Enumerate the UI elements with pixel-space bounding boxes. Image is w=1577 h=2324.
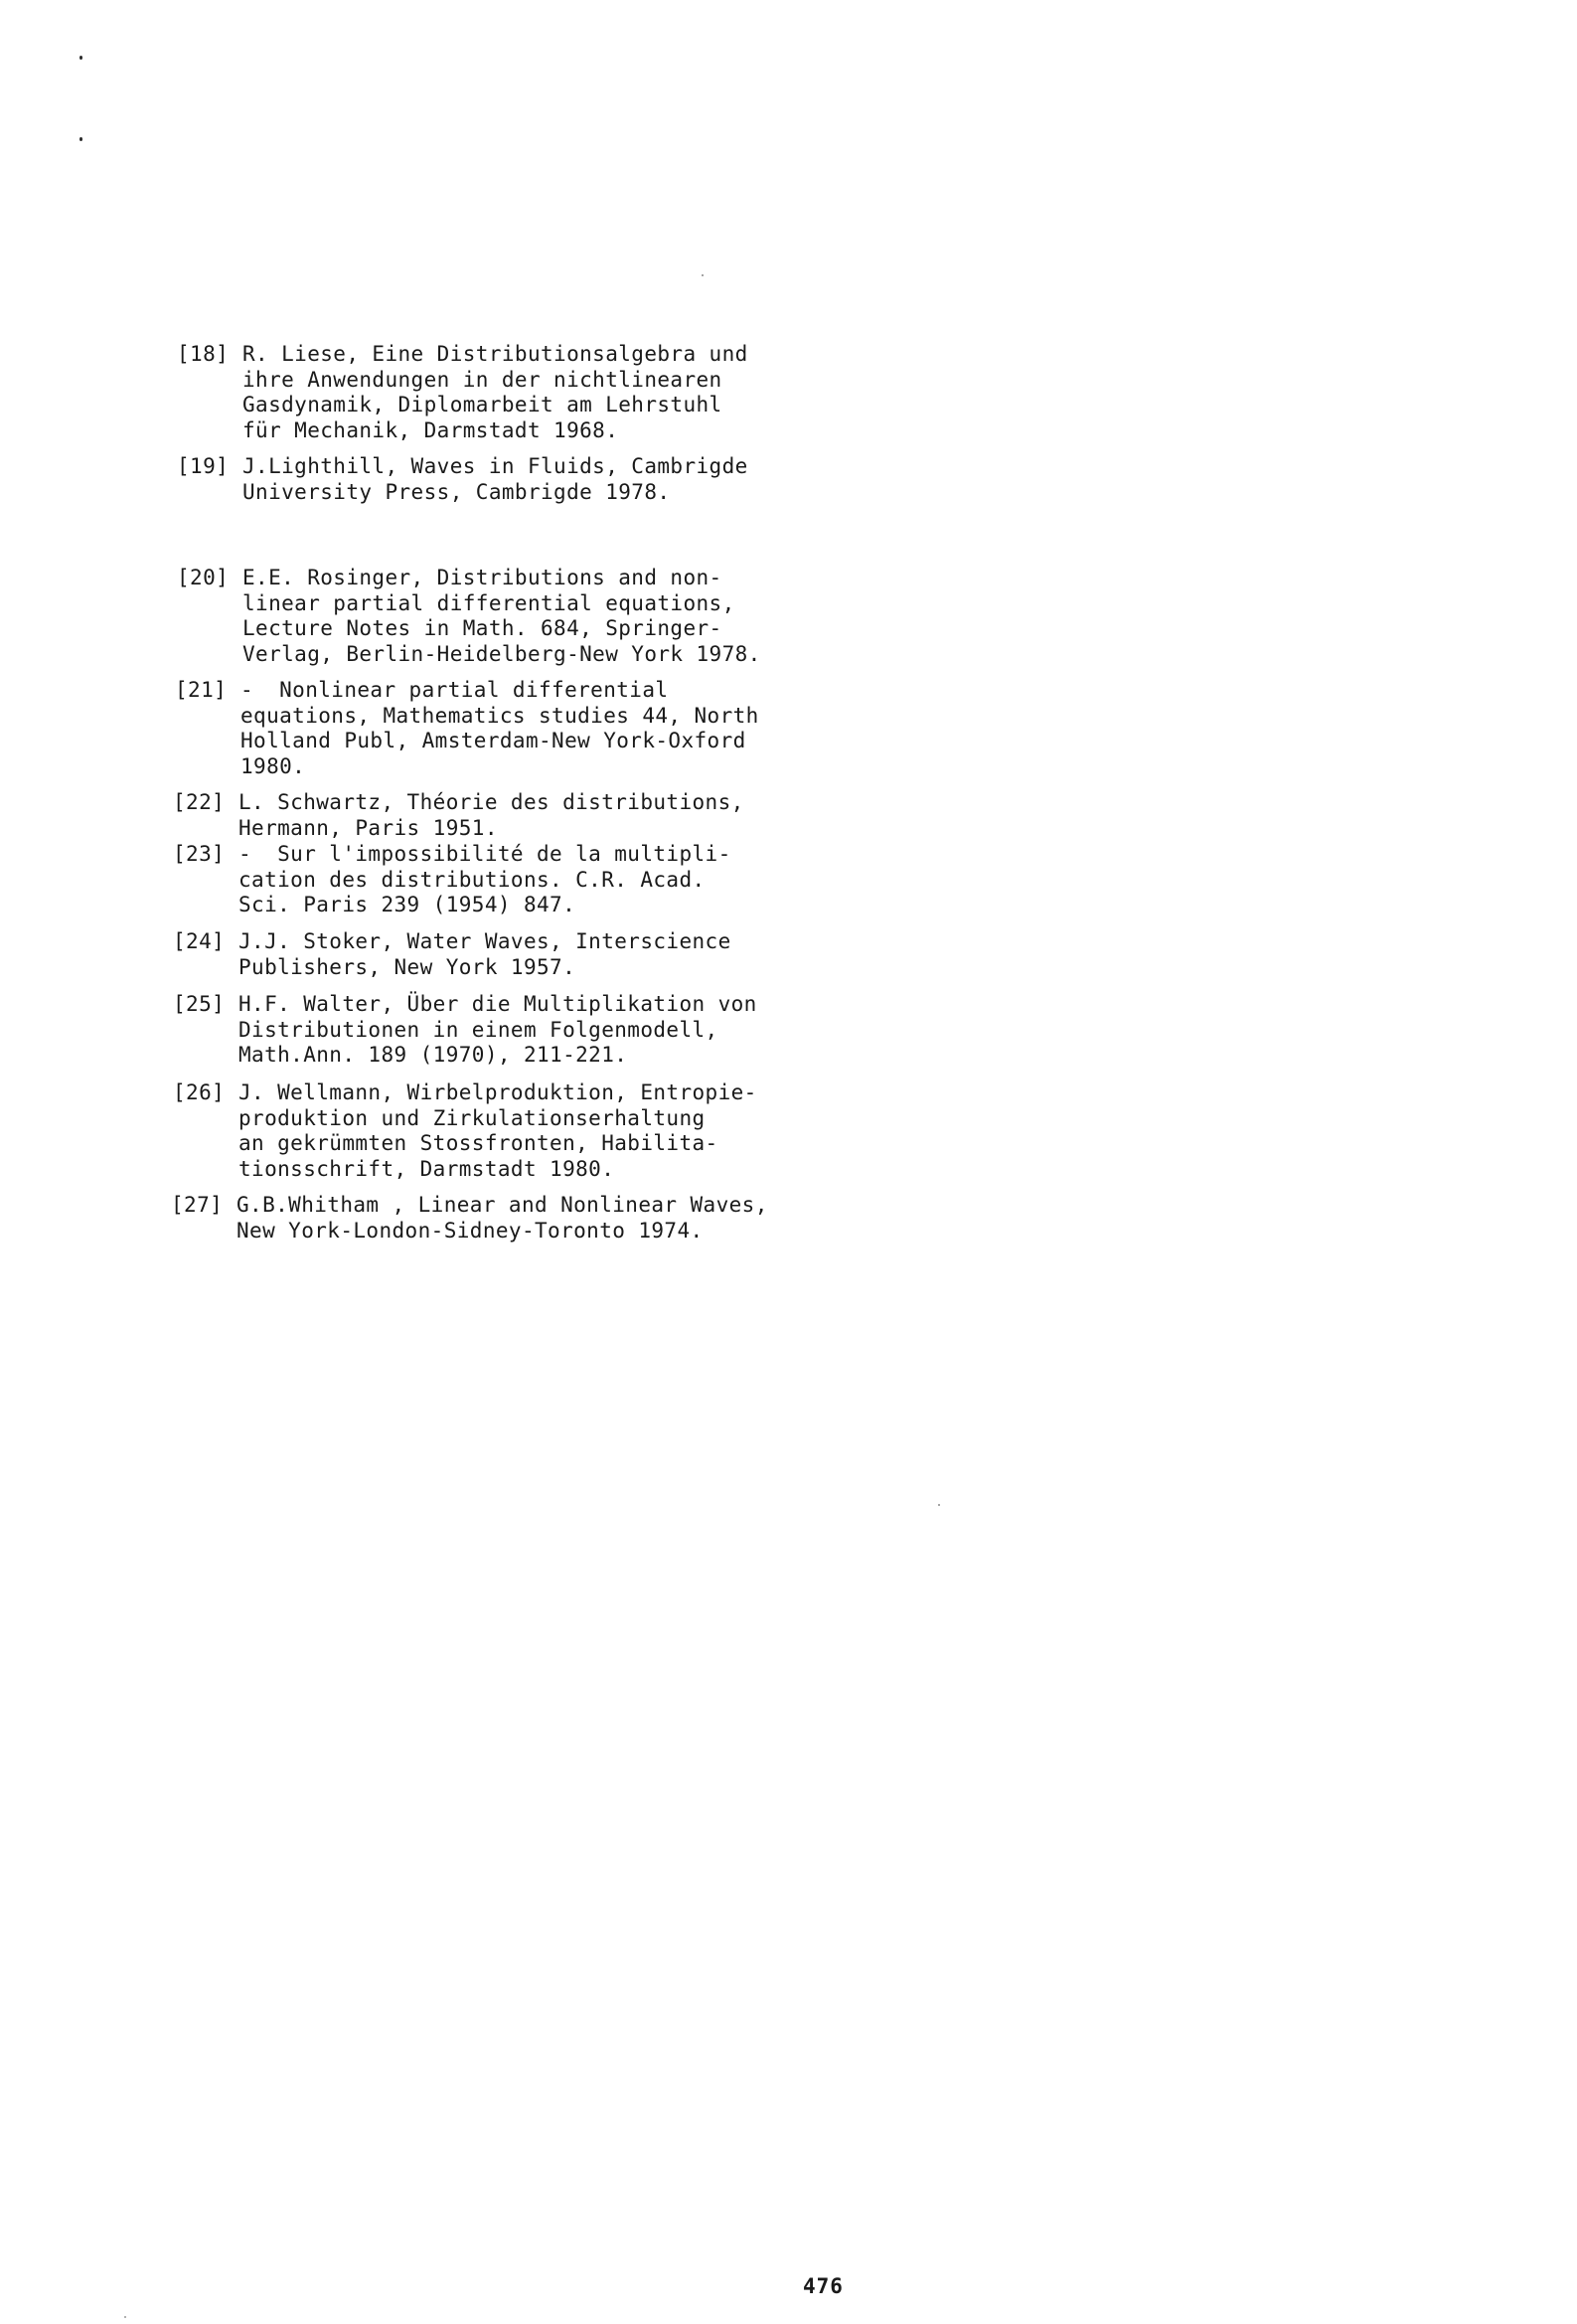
reference-line: J. Wellmann, Wirbelproduktion, Entropie- bbox=[238, 1080, 757, 1104]
reference-line: produktion und Zirkulationserhaltung bbox=[238, 1105, 706, 1130]
reference-item-26 bbox=[173, 1080, 757, 1182]
reference-line: E.E. Rosinger, Distributions and non- bbox=[242, 566, 722, 589]
reference-line: Publishers, New York 1957. bbox=[238, 954, 576, 979]
scan-speck bbox=[79, 137, 82, 141]
reference-line: 1980. bbox=[240, 753, 306, 778]
reference-line: cation des distributions. C.R. Acad. bbox=[238, 867, 706, 892]
reference-number: [27] bbox=[171, 1193, 224, 1217]
reference-text bbox=[238, 1080, 757, 1182]
reference-item-27 bbox=[171, 1193, 768, 1244]
reference-number: [21] bbox=[175, 678, 228, 702]
reference-item-18 bbox=[177, 342, 748, 443]
reference-line: J.Lighthill, Waves in Fluids, Cambrigde bbox=[242, 454, 748, 478]
reference-line: University Press, Cambrigde 1978. bbox=[242, 479, 671, 504]
reference-line: linear partial differential equations, bbox=[242, 590, 735, 615]
reference-text bbox=[237, 1193, 768, 1244]
reference-line: Verlag, Berlin-Heidelberg-New York 1978. bbox=[242, 641, 761, 666]
reference-text bbox=[242, 566, 761, 667]
reference-line: New York-London-Sidney-Toronto 1974. bbox=[237, 1218, 704, 1243]
reference-line: - Sur l'impossibilité de la multipli- bbox=[238, 842, 731, 866]
reference-item-20 bbox=[177, 566, 761, 667]
reference-line: J.J. Stoker, Water Waves, Interscience bbox=[238, 929, 731, 953]
reference-text bbox=[242, 342, 748, 443]
scan-speck bbox=[124, 2316, 126, 2318]
reference-line: ihre Anwendungen in der nichtlinearen bbox=[242, 367, 722, 392]
reference-text bbox=[238, 790, 744, 841]
scan-speck bbox=[702, 274, 704, 276]
scan-speck bbox=[938, 1504, 940, 1506]
reference-item-21 bbox=[175, 678, 759, 779]
reference-number: [18] bbox=[177, 342, 230, 366]
reference-line: R. Liese, Eine Distributionsalgebra und bbox=[242, 342, 748, 366]
reference-line: Hermann, Paris 1951. bbox=[238, 815, 498, 840]
reference-line: an gekrümmten Stossfronten, Habilita- bbox=[238, 1131, 718, 1155]
reference-number: [22] bbox=[173, 790, 226, 814]
page-number: 476 bbox=[803, 2274, 844, 2298]
reference-line: equations, Mathematics studies 44, North bbox=[240, 703, 759, 728]
reference-line: Gasdynamik, Diplomarbeit am Lehrstuhl bbox=[242, 393, 722, 416]
reference-item-25 bbox=[173, 992, 757, 1069]
reference-line: L. Schwartz, Théorie des distributions, bbox=[238, 790, 744, 814]
reference-number: [23] bbox=[173, 842, 226, 866]
reference-line: Math.Ann. 189 (1970), 211-221. bbox=[238, 1043, 628, 1067]
reference-text bbox=[242, 454, 748, 505]
reference-line: Distributionen in einem Folgenmodell, bbox=[238, 1017, 718, 1042]
reference-line: - Nonlinear partial differential bbox=[240, 678, 669, 702]
reference-item-19 bbox=[177, 454, 748, 505]
reference-line: Lecture Notes in Math. 684, Springer- bbox=[242, 616, 722, 640]
reference-number: [25] bbox=[173, 992, 226, 1016]
reference-line: Sci. Paris 239 (1954) 847. bbox=[238, 893, 576, 916]
reference-number: [19] bbox=[177, 454, 230, 478]
reference-line: G.B.Whitham , Linear and Nonlinear Waves, bbox=[237, 1193, 768, 1217]
reference-text bbox=[238, 929, 731, 980]
reference-line: tionsschrift, Darmstadt 1980. bbox=[238, 1156, 615, 1181]
reference-number: [20] bbox=[177, 566, 230, 589]
reference-item-24 bbox=[173, 929, 731, 980]
reference-text bbox=[240, 678, 759, 779]
reference-number: [24] bbox=[173, 929, 226, 953]
reference-line: für Mechanik, Darmstadt 1968. bbox=[242, 417, 619, 442]
reference-item-22 bbox=[173, 790, 744, 841]
reference-line: H.F. Walter, Über die Multiplikation von bbox=[238, 992, 757, 1016]
reference-text bbox=[238, 992, 757, 1069]
reference-text bbox=[238, 842, 731, 918]
scan-speck bbox=[79, 56, 82, 60]
reference-number: [26] bbox=[173, 1080, 226, 1104]
reference-item-23 bbox=[173, 842, 731, 918]
reference-line: Holland Publ, Amsterdam-New York-Oxford bbox=[240, 729, 746, 752]
